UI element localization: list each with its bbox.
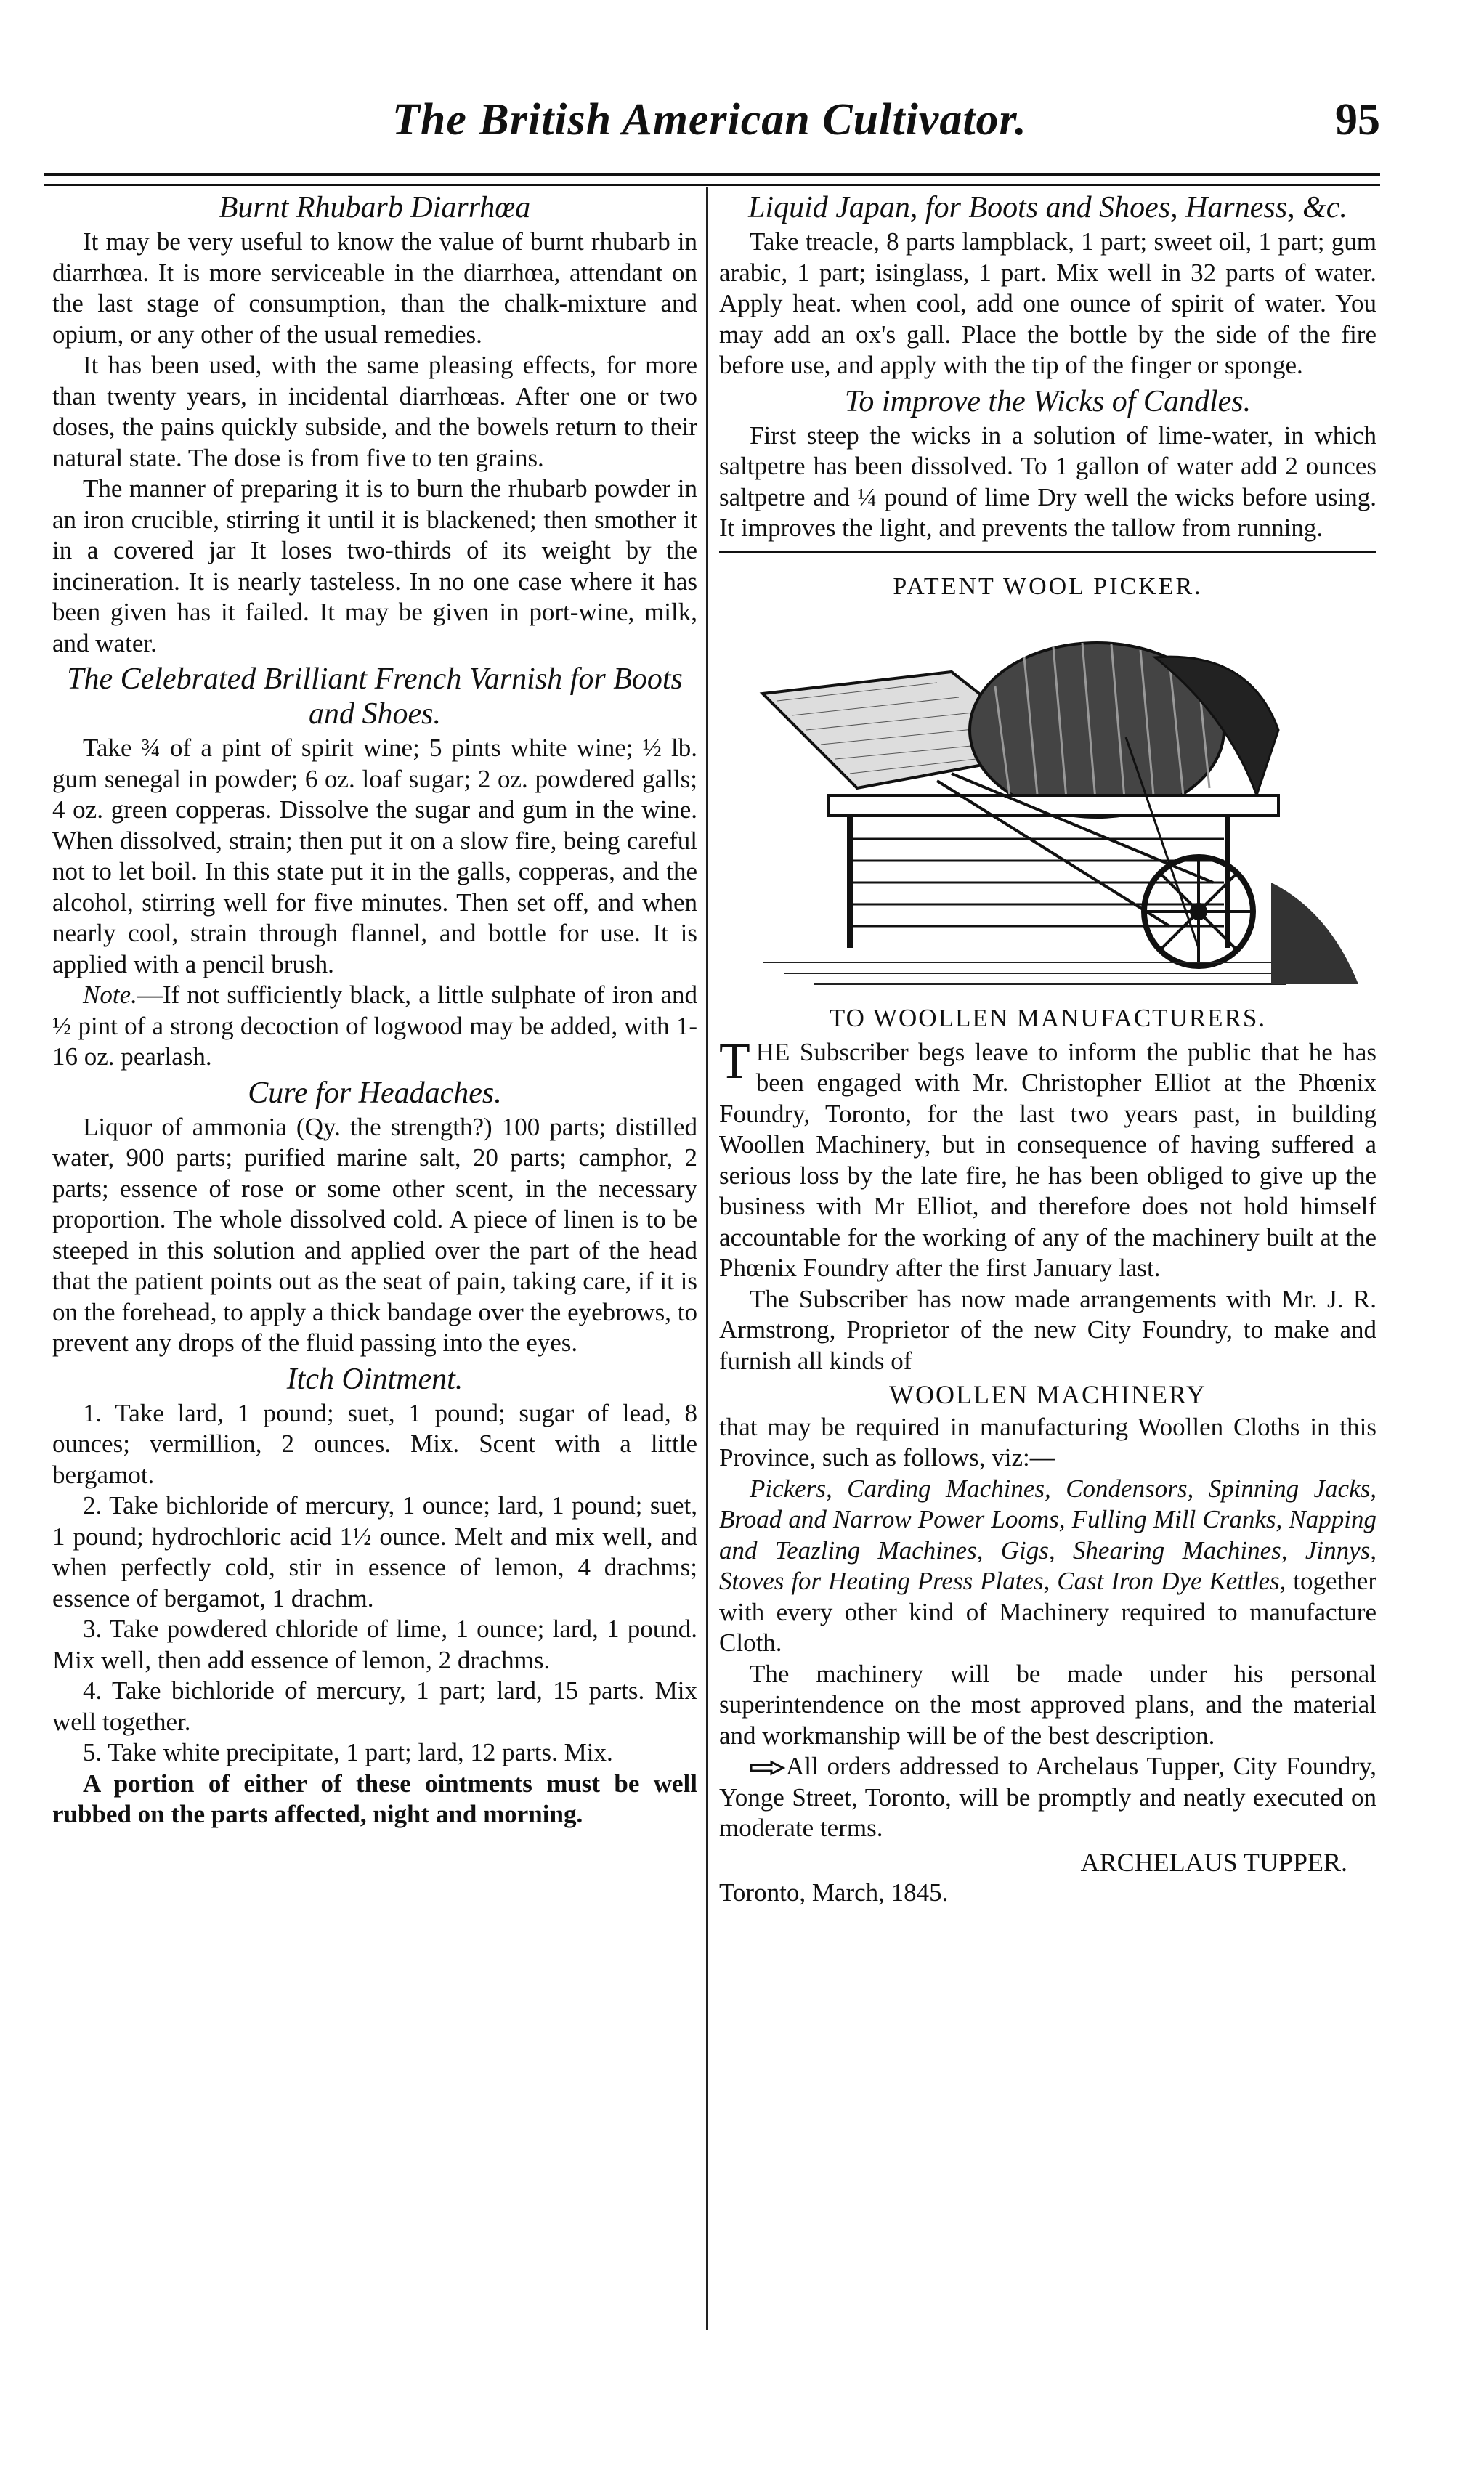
section-rule — [719, 551, 1376, 561]
varnish-paragraph: Take ¾ of a pint of spirit wine; 5 pints white wine; ½ lb. gum senegal in powder; 6 oz. loaf sugar; 2 oz. powdered galls; 4 oz. green copperas. Dissolve the sugar and gum in the wine. When dissolved, strain; then put it on a slow fire, being careful not to let boil. In this state put it in the galls, copperas, and the alcohol, stirring well for five minutes. Then set off, and when nearly cool, strain through flannel, and bottle for use. It is applied with a pencil brush. — [52, 734, 697, 978]
machinery-items-tail: together with every other kind of Machinery required to manufacture Cloth. — [719, 1567, 1376, 1657]
dateline: Toronto, March, 1845. — [719, 1878, 949, 1907]
varnish-heading: The Celebrated Brilliant French Varnish for Boots and Shoes. — [67, 662, 683, 731]
wicks-paragraph: First steep the wicks in a solution of lime-water, in which saltpetre has been dissolved. To 1 gallon of water add 2 ounces saltpetre and ¼ pound of lime Dry well the wicks before using. It improves the light, and prevents the tallow from running. — [719, 421, 1376, 542]
page-header — [44, 94, 1380, 160]
itch-recipe-3: 3. Take powdered chloride of lime, 1 ounce; lard, 1 pound. Mix well, then add essence of lemon, 2 drachms. — [52, 1615, 697, 1674]
itch-recipe-5: 5. Take white precipitate, 1 part; lard, 12 parts. Mix. — [83, 1738, 613, 1766]
column-divider — [706, 187, 708, 2330]
right-column — [719, 187, 1376, 1909]
rhubarb-heading: Burnt Rhubarb Diarrhœa — [219, 191, 531, 224]
note-label: Note. — [83, 981, 137, 1009]
patent-title: PATENT WOOL PICKER. — [893, 572, 1203, 600]
running-title: The British American Cultivator. — [392, 95, 1027, 145]
wool-picker-illustration — [719, 606, 1376, 999]
rhubarb-paragraph-2: It has been used, with the same pleasing effects, for more than twenty years, in incidental diarrhœas. After one or two doses, the pains quickly subside, and the bowels return to their natural state. The dose is from five to ten grains. — [52, 351, 697, 472]
rhubarb-paragraph-3: The manner of preparing it is to burn the rhubarb powder in an iron crucible, stirring it until it is blackened; then smother it in a covered jar It loses two-thirds of its weight by the incineration. It is nearly tasteless. In no one case where it has been given has it failed. It may be given in port-wine, milk, and water. — [52, 474, 697, 657]
japan-heading: Liquid Japan, for Boots and Shoes, Harness, &c. — [748, 191, 1347, 224]
header-rule — [44, 173, 1380, 186]
pointing-hand-icon — [750, 1758, 786, 1780]
machinery-items: Pickers, Carding Machines, Condensors, Spinning Jacks, Broad and Narrow Power Looms, Fulling Mill Cranks, Napping and Teazling Machines, Gigs, Shearing Machines, Jinnys, Stoves for Heating Press Plates, Cast Iron Dye Kettles, — [719, 1474, 1376, 1595]
varnish-note — [52, 980, 697, 1073]
advertisement-paragraph-1 — [719, 1033, 1376, 1284]
itch-recipe-1: 1. Take lard, 1 pound; suet, 1 pound; sugar of lead, 8 ounces; vermillion, 2 ounces. Mix. Scent with a little bergamot. — [52, 1398, 697, 1489]
advertisement-paragraph-2: The Subscriber has now made arrangements with Mr. J. R. Armstrong, Proprietor of the new City Foundry, to make and furnish all kinds of — [719, 1284, 1376, 1375]
itch-heading: Itch Ointment. — [286, 1362, 463, 1396]
advertisement-title: TO WOOLLEN MANUFACTURERS. — [829, 1004, 1267, 1032]
note-text: —If not sufficiently black, a little sulphate of iron and ½ pint of a strong decoction of logwood may be added, with 1-16 oz. pearlash. — [52, 981, 697, 1071]
headaches-paragraph: Liquor of ammonia (Qy. the strength?) 100 parts; distilled water, 900 parts; purified marine salt, 20 parts; camphor, 2 parts; essence of rose or some other scent, in the necessary proportion. The whole dissolved cold. A piece of linen is to be steeped in this solution and applied over the part of the head that the patient points out as the seat of pain, taking care, if it is on the forehead, to apply a thick bandage over the eyebrows, to prevent any drops of the fluid passing into the eyes. — [52, 1112, 697, 1357]
advertisement-text-1: HE Subscriber begs leave to inform the public that he has been engaged with Mr. Christopher Elliot at the Phœnix Foundry, Toronto, for the last two years past, in building Woollen Machinery, but in consequence of having suffered a serious loss by the late fire, he has been obliged to give up the business with Mr Elliot, and therefore does not hold himself accountable for the working of any of the machinery built at the Phœnix Foundry after the first January last. — [719, 1037, 1376, 1282]
itch-recipe-4: 4. Take bichloride of mercury, 1 part; lard, 15 parts. Mix well together. — [52, 1676, 697, 1736]
itch-recipe-2: 2. Take bichloride of mercury, 1 ounce; lard, 1 pound; suet, 1 pound; hydrochloric acid 1½ ounce. Melt and mix well, and when perfectly cold, stir in essence of lemon, 4 drachms; essence of bergamot, 1 drachm. — [52, 1491, 697, 1612]
woollen-machinery-heading: WOOLLEN MACHINERY — [889, 1380, 1207, 1409]
left-column — [52, 187, 697, 1830]
rhubarb-paragraph-1: It may be very useful to know the value of burnt rhubarb in diarrhœa. It is more serviceable in the diarrhœa, attendant on the last stage of consumption, than the chalk-mixture and opium, or any other of the usual remedies. — [52, 227, 697, 349]
machinery-list — [719, 1474, 1376, 1659]
orders-text: All orders addressed to Archelaus Tupper, City Foundry, Yonge Street, Toronto, will be promptly and neatly executed on moderate terms. — [719, 1752, 1376, 1842]
advertisement-paragraph-4: The machinery will be made under his personal superintendence on the most approved plans, and the material and workmanship will be of the best description. — [719, 1659, 1376, 1750]
signature: ARCHELAUS TUPPER. — [1080, 1847, 1347, 1877]
advertisement-paragraph-5 — [719, 1751, 1376, 1844]
headaches-heading: Cure for Headaches. — [248, 1076, 502, 1110]
drop-cap: T — [719, 1033, 750, 1090]
page-number: 95 — [1335, 95, 1380, 145]
japan-paragraph: Take treacle, 8 parts lampblack, 1 part; sweet oil, 1 part; gum arabic, 1 part; isinglass, 1 part. Mix well in 32 parts of water. Apply heat. when cool, add one ounce of spirit of water. You may add an ox's gall. Place the bottle by the side of the fire before use, and apply with the tip of the finger or sponge. — [719, 227, 1376, 379]
itch-closing: A portion of either of these ointments must be well rubbed on the parts affected, night and morning. — [52, 1769, 697, 1828]
wicks-heading: To improve the Wicks of Candles. — [844, 384, 1252, 418]
advertisement-paragraph-3: that may be required in manufacturing Woollen Cloths in this Province, such as follows, viz:— — [719, 1412, 1376, 1472]
